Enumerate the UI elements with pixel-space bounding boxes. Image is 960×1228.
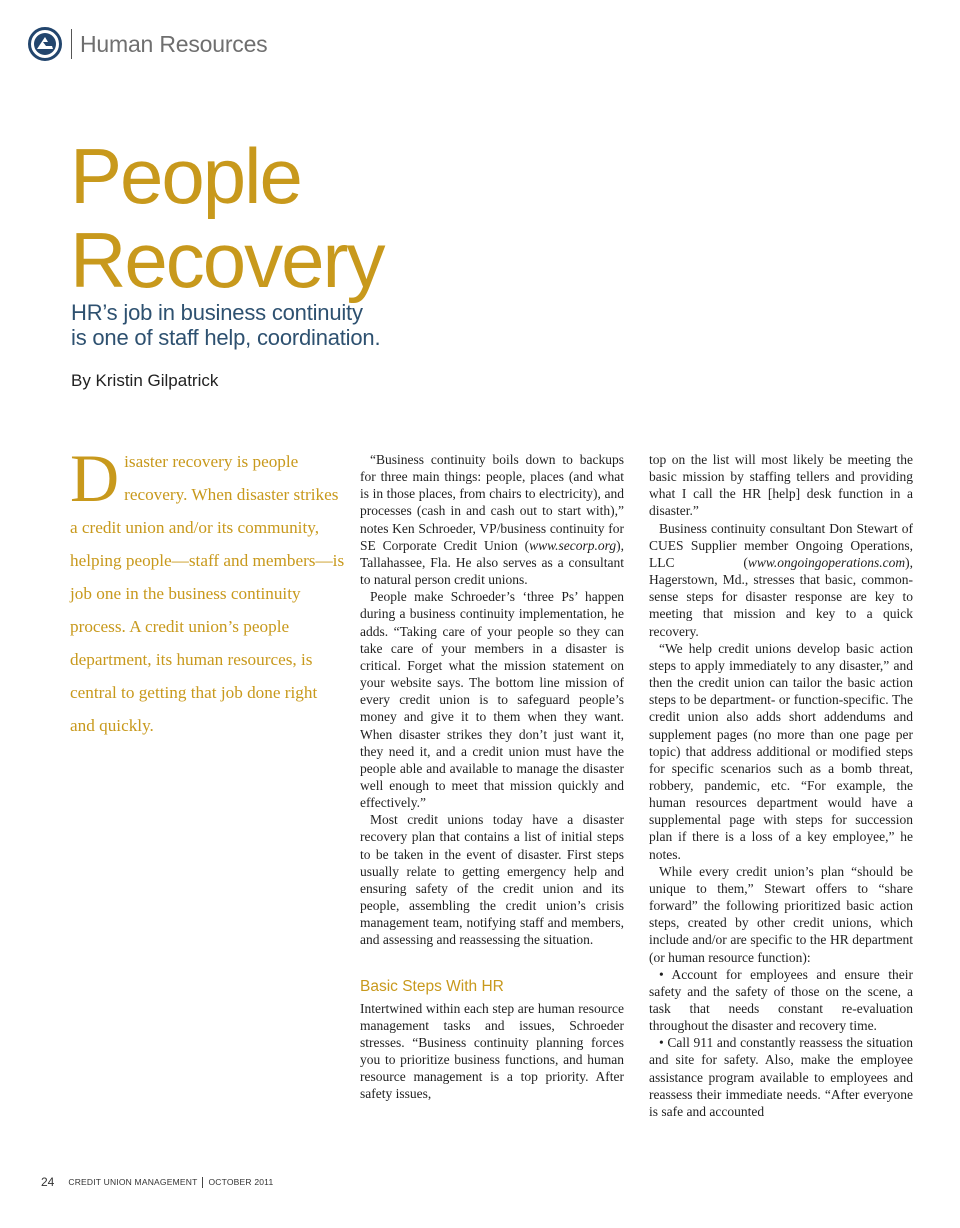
subtitle-line-2: is one of staff help, coordination. — [71, 325, 381, 350]
body-column-2 — [649, 451, 913, 1120]
paragraph — [649, 520, 913, 640]
issue-date: OCTOBER 2011 — [208, 1177, 274, 1187]
cues-logo-icon — [28, 27, 62, 61]
section-heading: Basic Steps With HR — [360, 977, 504, 995]
url-text: www.secorp.org — [529, 537, 617, 553]
byline: By Kristin Gilpatrick — [71, 371, 219, 390]
article-title — [70, 134, 383, 302]
publication-name: CREDIT UNION MANAGEMENT — [68, 1177, 198, 1187]
subtitle-line-1: HR’s job in business continuity — [71, 300, 363, 325]
page-number: 24 — [41, 1175, 55, 1189]
article-subtitle — [71, 300, 380, 350]
text-run: Business continuity consultant Don Stewart of CUES Supplier member Ongoing Operations, LLC ( — [649, 520, 913, 570]
paragraph: top on the list will most likely be meeting the basic mission by staffing tellers and providing what I call the HR [help] desk function in a disaster.” — [649, 452, 913, 519]
page-header — [28, 26, 267, 62]
url-text: www.ongoingoperations.com — [747, 554, 906, 570]
header-divider — [71, 29, 72, 59]
paragraph: People make Schroeder’s ‘three Ps’ happen during a business continuity implementation, he adds. “Taking care of your people so they can take care of your members in a disaster is critical. Forget what the mission statement on your website says. The bottom line mission of every credit union is to safeguard people’s money and give it to them when they want. When disaster strikes they don’t just want it, they need it, and a credit union must have the people able and available to manage the disaster well enough to meet that mission quickly and effectively.” — [360, 589, 624, 811]
body-column-1 — [360, 451, 624, 1103]
paragraph: “We help credit unions develop basic action steps to apply immediately to any disaster,” and then the credit union can tailor the basic action steps to be department- or function-specific. The credit union also adds short addendums and supplement pages (no more than one page per topic) that address additional or modified steps for specific scenarios such as a bomb threat, robbery, pandemic, etc. “For example, the human resources department would have a supplemental page with steps for succession plan if there is a loss of a key employee,” he notes. — [649, 640, 913, 862]
title-line-2: Recovery — [70, 216, 384, 304]
title-line-1: People — [70, 132, 301, 220]
paragraph: Most credit unions today have a disaster recovery plan that contains a list of initial steps to be taken in the event of disaster. First steps usually relate to getting emergency help and ensuring safety of the credit union and its people, assembling the credit union’s crisis management team, notifying staff and members, and assessing and reassessing the situation. — [360, 812, 624, 948]
page-footer — [41, 1175, 273, 1189]
section-label: Human Resources — [80, 30, 268, 57]
paragraph: While every credit union’s plan “should be unique to them,” Stewart offers to “share forward” the following prioritized basic action steps, created by other credit unions, which include and/or are specific to the HR department (or human resource function): — [649, 863, 913, 965]
text-run: ), Hagerstown, Md., stresses that basic, common-sense steps for disaster response are key to meeting that mission and key to a quick recovery. — [649, 554, 913, 639]
paragraph — [360, 451, 624, 588]
bullet-item: • Account for employees and ensure their safety and the safety of those on the scene, a task that needs constant re-evaluation throughout the disaster and recovery time. — [649, 966, 913, 1034]
lead-paragraph — [70, 440, 346, 742]
paragraph: Intertwined within each step are human resource management tasks and issues, Schroeder stresses. “Business continuity planning forces you to prioritize business functions, and human resource management is a top priority. After safety issues, — [360, 1000, 624, 1102]
text-run: ), Tallahassee, Fla. He also serves as a consultant to natural person credit unions. — [360, 537, 624, 588]
bullet-item: • Call 911 and constantly reassess the situation and site for safety. Also, make the employee assistance program available to employees and reassess their immediate needs. “After everyone is safe and accounted — [649, 1035, 913, 1119]
footer-divider — [202, 1177, 203, 1188]
text-run: “Business continuity boils down to backups for three main things: people, places (and what is in those places, from chairs to electricity), and processes (cash in and cash out to start with),” notes Ken Schroeder, VP/business continuity for SE Corporate Credit Union ( — [360, 452, 624, 553]
drop-cap: D — [70, 440, 120, 516]
lead-text: isaster recovery is people recovery. When disaster strikes a credit union and/or its community, helping people—staff and members—is job one in the business continuity process. A credit union’s people department, its human resources, is central to getting that job done right and quickly. — [70, 452, 345, 735]
